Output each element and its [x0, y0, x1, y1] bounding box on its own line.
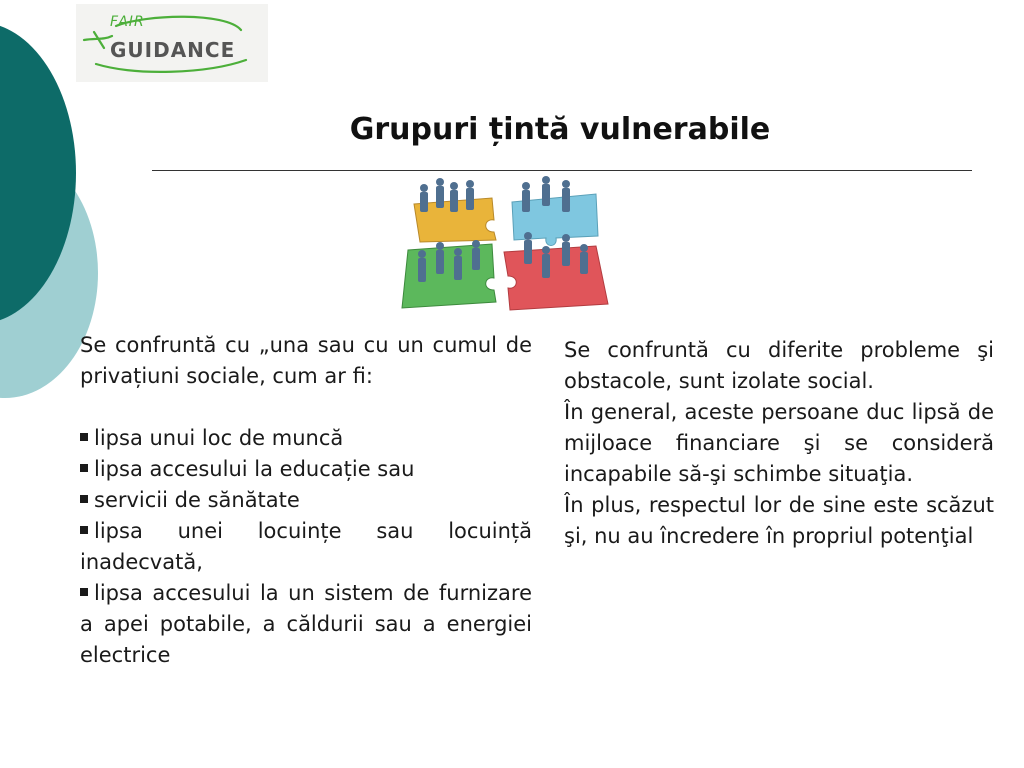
right-paragraph-1: Se confruntă cu diferite probleme şi obstacole, sunt izolate social. — [564, 338, 994, 393]
left-intro: Se confruntă cu „una sau cu un cumul de privațiuni sociale, cum ar fi: — [80, 333, 532, 388]
bullet-item: lipsa accesului la un sistem de furnizare a apei potabile, a căldurii sau a energiei electrice — [80, 581, 532, 667]
fair-guidance-logo — [76, 4, 268, 82]
slide-title: Grupuri țintă vulnerabile — [349, 112, 771, 147]
bullet-item: lipsa unei locuințe sau locuință inadecvată, — [80, 519, 532, 574]
bullet-square-icon — [80, 588, 88, 596]
logo-top-text: FAIR — [110, 14, 145, 30]
bullet-item: servicii de sănătate — [80, 485, 532, 516]
bullet-square-icon — [80, 433, 88, 441]
bullet-square-icon — [80, 526, 88, 534]
right-column — [564, 335, 994, 552]
logo-main-text: GUIDANCE — [110, 38, 236, 62]
right-paragraph-3: În plus, respectul lor de sine este scăzut şi, nu au încredere în propriul potenţial — [564, 493, 994, 548]
people-puzzle-icon — [396, 174, 612, 312]
right-paragraph-2: În general, aceste persoane duc lipsă de mijloace financiare şi se consideră incapabile să-şi schimbe situaţia. — [564, 400, 994, 486]
bullet-square-icon — [80, 495, 88, 503]
bullet-item: lipsa accesului la educație sau — [80, 454, 532, 485]
bullet-square-icon — [80, 464, 88, 472]
left-column — [80, 330, 532, 671]
bullet-item: lipsa unui loc de muncă — [80, 423, 532, 454]
title-divider — [152, 170, 972, 171]
